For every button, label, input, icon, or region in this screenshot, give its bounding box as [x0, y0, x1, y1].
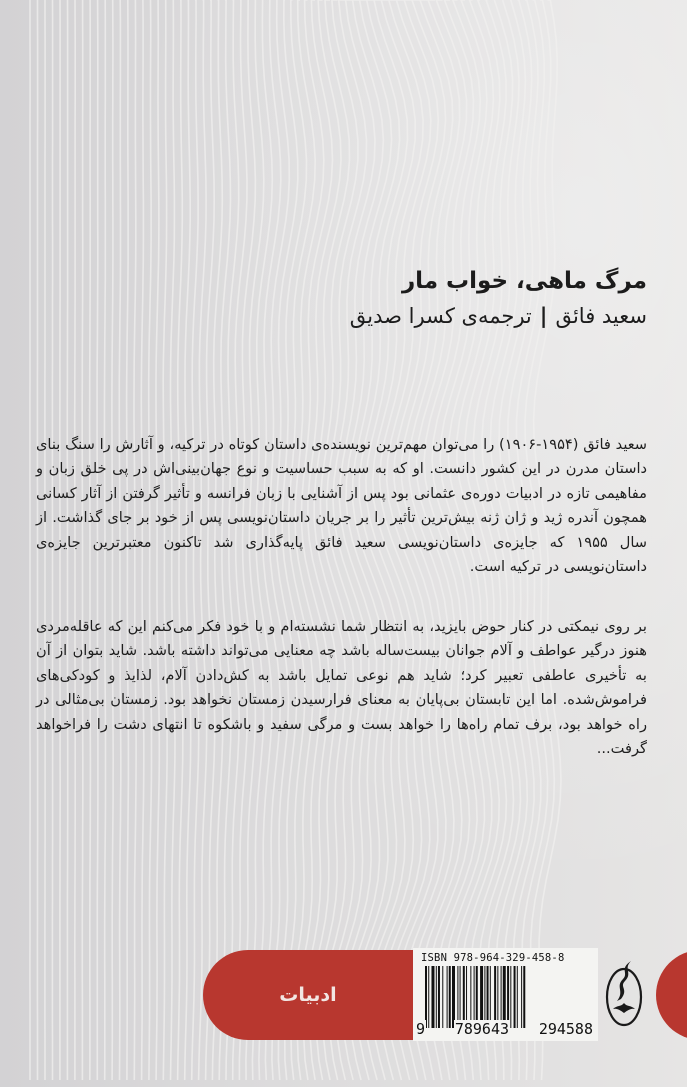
- isbn-text: ISBN 978-964-329-458-8: [421, 952, 565, 964]
- category-tab: [203, 950, 413, 1040]
- isbn-digits: [415, 1020, 594, 1038]
- book-title: مرگ ماهی، خواب مار: [401, 268, 647, 294]
- publisher-logo-icon: [603, 955, 645, 1030]
- byline: [350, 300, 647, 332]
- isbn-digit-prefix: 9: [416, 1020, 426, 1038]
- isbn-digit-group-1: 789643: [454, 1020, 510, 1038]
- barcode-bars-icon: [425, 966, 591, 1028]
- author-bio-paragraph: سعید فائق (۱۹۵۴-۱۹۰۶) را می‌توان مهم‌ترین نویسنده‌ی داستان کوتاه در ترکیه، و آثارش را سنگ بنای داستان مدرن در این کشور دانست. او که به سبب حساسیت و نوع جهان‌بینی‌اش در پی خلق زبان و مفاهیمی تازه در ادبیات دوره‌ی عثمانی بود پس از آشنایی با زبان فرانسه و تأثیر گرفتن از آثار کسانی همچون آندره ژید و ژان ژنه بیش‌ترین تأثیر را بر جریان داستان‌نویسی پس از خود بر جای گذاشت. از سال ۱۹۵۵ که جایزه‌ی داستان‌نویسی سعید فائق پایه‌گذاری شد تاکنون معتبرترین جایزه‌ی داستان‌نویسی در ترکیه است.: [36, 435, 648, 576]
- author-name: سعید فائق: [555, 304, 647, 328]
- byline-separator: |: [539, 304, 548, 328]
- category-label: ادبیات: [279, 984, 337, 1006]
- isbn-barcode: [413, 948, 598, 1041]
- isbn-digit-group-2: 294588: [538, 1020, 593, 1038]
- accent-circle: [656, 950, 687, 1040]
- translator-name: ترجمه‌ی کسرا صدیق: [349, 304, 532, 328]
- title-block: [350, 264, 647, 332]
- excerpt-paragraph: بر روی نیمکتی در کنار حوض بایزید، به انتظار شما نشسته‌ام و با خود فکر می‌کنم این که عاقله‌مردی هنوز درگیر عواطف و آلام جوانان بیست‌ساله باشد چه معنایی می‌تواند داشته باشد. شاید بتوان از آن به تأخیری عاطفی تعبیر کرد؛ شاید هم نوعی تمایل باشد به کش‌دادن آلام، لذایذ و کودکی‌های فراموش‌شده. اما این تابستان بی‌پایان به معنای فرارسیدن زمستان نخواهد بود. زمستان بی‌مثالی در راه خواهد بود، برف تمام راه‌ها را خواهد بست و مرگی سفید و باشکوه تا انتهای دشت را فراخواهد گرفت...: [36, 617, 647, 758]
